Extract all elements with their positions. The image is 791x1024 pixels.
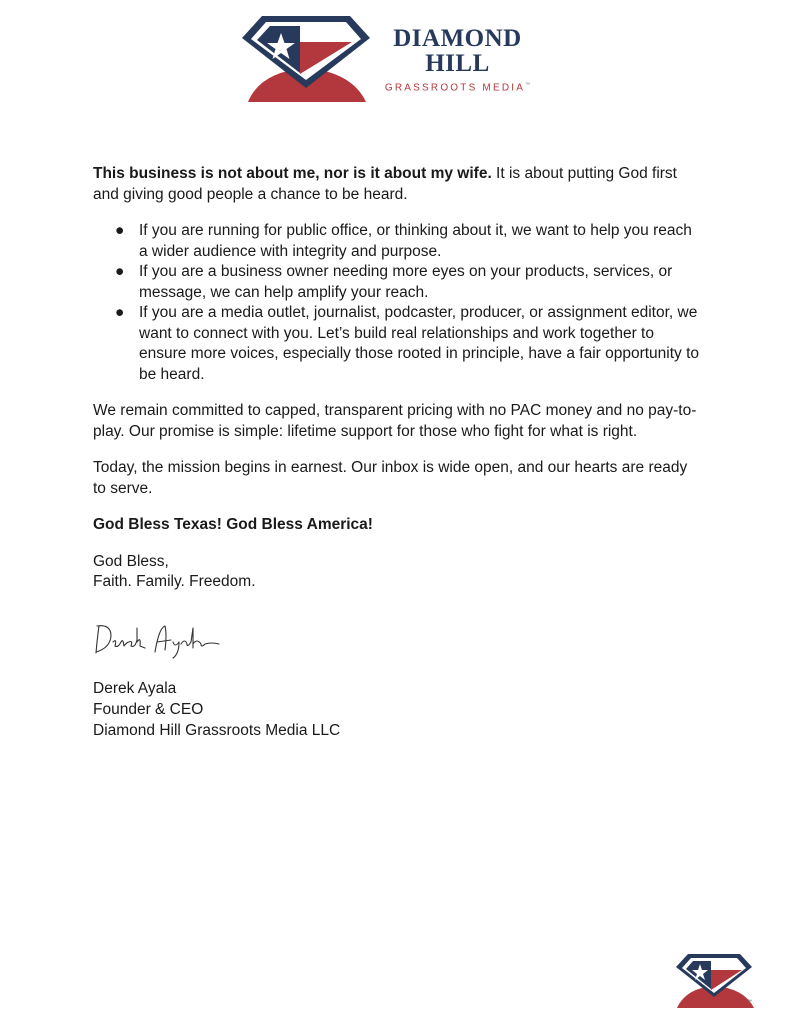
closing <box>93 552 703 593</box>
footer-logo-icon <box>674 952 760 1012</box>
logo-trademark: ™ <box>525 82 531 88</box>
signer-name: Derek Ayala <box>93 680 177 697</box>
signer-title: Founder & CEO <box>93 701 204 718</box>
blessing-line: God Bless Texas! God Bless America! <box>93 516 373 533</box>
pricing-paragraph: We remain committed to capped, transparent pricing with no PAC money and no pay-to-play. Our promise is simple: lifetime support for those who fight for what is right. <box>93 402 697 440</box>
bullet-dot-icon: ● <box>115 263 125 280</box>
signer-company: Diamond Hill Grassroots Media LLC <box>93 722 341 739</box>
signature-block <box>93 678 340 741</box>
bullet-list <box>93 221 703 385</box>
header-logo <box>240 12 540 104</box>
closing-line1: God Bless, <box>93 552 169 570</box>
logo-title-line2: HILL <box>425 50 490 77</box>
bullet-dot-icon: ● <box>115 222 125 239</box>
list-item: ● If you are a business owner needing more eyes on your products, services, or message, we can help amplify your reach. <box>115 263 673 301</box>
closing-line2: Faith. Family. Freedom. <box>93 573 256 590</box>
logo-subtitle: GRASSROOTS MEDIA™ <box>384 82 531 94</box>
letter-body <box>93 164 703 609</box>
handwritten-signature <box>93 620 223 660</box>
footer-trademark: ™ <box>747 999 752 1005</box>
intro-rest-text: It is about putting God first and giving good people a chance to be heard. <box>93 165 677 203</box>
intro-paragraph <box>93 164 703 205</box>
diamond-flag-logo-icon <box>240 12 372 104</box>
logo-title-line1: DIAMOND <box>393 25 522 52</box>
list-item: ● If you are a media outlet, journalist, podcaster, producer, or assignment editor, we want to connect with you. Let’s build real relationships and work together to ensure more voices, especially those rooted in principle, have a fair opportunity to be heard. <box>115 304 700 383</box>
mission-paragraph: Today, the mission begins in earnest. Our inbox is wide open, and our hearts are ready to serve. <box>93 459 688 497</box>
logo-wordmark <box>380 26 535 93</box>
list-item: ● If you are running for public office, or thinking about it, we want to help you reach a wider audience with integrity and purpose. <box>115 222 692 260</box>
intro-bold-text: This business is not about me, nor is it about my wife. <box>93 165 492 182</box>
bullet-dot-icon: ● <box>115 304 125 321</box>
